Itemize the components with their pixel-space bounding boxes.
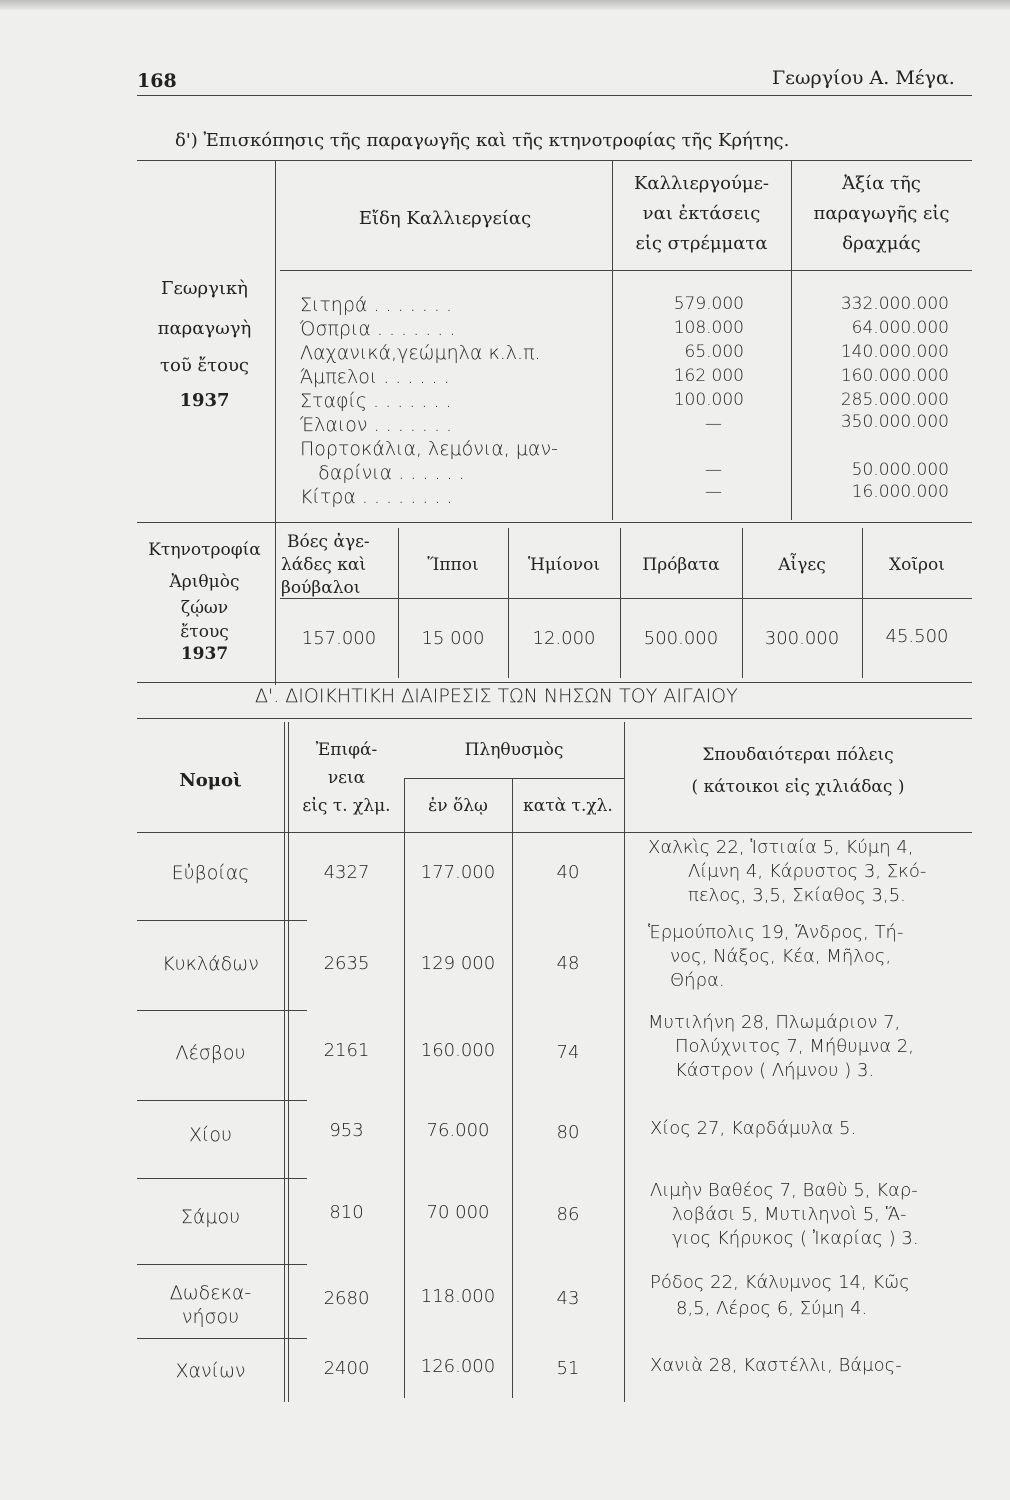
livestock-divider — [398, 528, 399, 678]
crop-name: Λαχανικά,γεώμηλα κ.λ.π. — [300, 342, 541, 364]
towns-line: 8,5, Λέρος 6, Σύμη 4. — [676, 1298, 868, 1319]
aegean-col-divider — [624, 722, 625, 1402]
header-area-2: ναι ἐκτάσεις — [642, 203, 761, 224]
nomos-name: Δωδεκα- — [169, 1282, 252, 1304]
nomos-population: 126.000 — [420, 1356, 496, 1377]
livestock-label-5: 1937 — [180, 644, 229, 664]
header-nomoi: Νομοὶ — [179, 770, 242, 791]
crop-area: 579.000 — [673, 294, 744, 314]
crete-livestock-rule — [137, 522, 972, 523]
crop-name: Σιτηρά . . . . . . . — [300, 294, 452, 316]
crop-area: — — [705, 460, 722, 480]
nomos-area: 2400 — [323, 1358, 370, 1379]
nomos-name: Χανίων — [175, 1360, 246, 1382]
header-value-3: δραχμάς — [842, 233, 921, 254]
crop-name: Άμπελοι . . . . . . — [300, 366, 450, 388]
aegean-header-rule — [137, 832, 972, 833]
livestock-divider — [862, 528, 863, 678]
nomos-density: 74 — [556, 1042, 580, 1063]
livestock-header-cattle-1: Βόες ἀγε- — [287, 532, 370, 552]
row-rule — [137, 1010, 307, 1011]
towns-line: Θήρα. — [670, 970, 725, 991]
crop-area: 162 000 — [673, 366, 744, 386]
nomos-area: 2161 — [323, 1040, 370, 1061]
nomos-area: 2680 — [323, 1288, 370, 1309]
crete-header-rule — [280, 270, 972, 271]
livestock-header-rule — [280, 598, 972, 599]
aegean-table-top-rule — [137, 718, 972, 719]
livestock-header-cattle-3: βούβαλοι — [281, 578, 361, 598]
nomos-name: Χίου — [189, 1124, 232, 1146]
row-rule — [137, 1100, 307, 1101]
header-area-a: Ἐπιφά- — [315, 740, 378, 760]
page-number: 168 — [137, 70, 177, 92]
header-value-2: παραγωγῆς εἰς — [813, 203, 950, 224]
livestock-value-mules: 12.000 — [532, 628, 596, 649]
row-rule — [137, 1264, 307, 1265]
crete-table-top-rule — [137, 160, 972, 161]
crop-area: — — [705, 482, 722, 502]
row-rule — [137, 1338, 307, 1339]
towns-line: Λιμὴν Βαθέος 7, Βαθὺ 5, Καρ- — [650, 1180, 918, 1201]
crop-name: Κίτρα . . . . . . . . — [300, 486, 453, 508]
nomos-name: Σάμου — [180, 1206, 241, 1228]
nomos-population: 118.000 — [420, 1286, 496, 1307]
livestock-label-1: Κτηνοτροφία — [148, 540, 261, 560]
header-towns: Σπουδαιότεραι πόλεις — [702, 745, 894, 765]
towns-line: Ἑρμούπολις 19, Ἄνδρος, Τή- — [648, 922, 904, 943]
agri-label-3: τοῦ ἔτους — [160, 355, 249, 376]
towns-line: Χανιὰ 28, Καστέλλι, Βάμος- — [650, 1355, 902, 1376]
livestock-divider — [742, 528, 743, 678]
crop-name: Σταφίς . . . . . . . — [300, 390, 452, 412]
livestock-value-pigs: 45.500 — [885, 626, 949, 647]
agri-label-2: παραγωγὴ — [157, 318, 252, 339]
header-rule — [137, 95, 972, 96]
crop-area: — — [705, 414, 722, 434]
crop-name: δαρίνια . . . . . . — [300, 462, 465, 484]
crop-value: 50.000.000 — [851, 460, 949, 480]
nomos-density: 43 — [556, 1288, 580, 1309]
nomos-density: 40 — [556, 862, 580, 883]
nomos-density: 48 — [556, 953, 580, 974]
crop-value: 140.000.000 — [840, 342, 949, 362]
crop-value: 285.000.000 — [840, 390, 949, 410]
livestock-label-2: Ἀριθμὸς — [169, 572, 240, 592]
header-area-b: νεια — [327, 768, 366, 788]
header-area-c: εἰς τ. χλμ. — [302, 796, 391, 816]
nomos-population: 177.000 — [420, 862, 496, 883]
crop-name: Όσπρια . . . . . . . — [300, 318, 456, 340]
nomos-area: 953 — [329, 1120, 364, 1141]
nomos-area: 2635 — [323, 953, 370, 974]
livestock-value-horses: 15 000 — [421, 628, 485, 649]
towns-line: Πολύχνιτος 7, Μήθυμνα 2, — [675, 1036, 914, 1057]
crop-name: Έλαιον . . . . . . . — [300, 414, 453, 436]
crop-value: 332.000.000 — [840, 294, 949, 314]
towns-line: νος, Νάξος, Κέα, Μῆλος, — [670, 946, 892, 967]
header-total: ἐν ὅλῳ — [428, 796, 488, 816]
agri-label-4: 1937 — [179, 390, 230, 411]
crop-area: 100.000 — [673, 390, 744, 410]
livestock-value-goats: 300.000 — [764, 628, 840, 649]
livestock-header-cattle-2: λάδες καὶ — [281, 555, 366, 575]
crop-value: 350.000.000 — [840, 412, 949, 432]
header-population: Πληθυσμὸς — [464, 740, 564, 760]
towns-line: Μυτιλήνη 28, Πλωμάριον 7, — [648, 1012, 901, 1033]
towns-line: Χίος 27, Καρδάμυλα 5. — [650, 1118, 857, 1139]
towns-line: γιος Κήρυκος ( Ἰκαρίας ) 3. — [672, 1228, 919, 1249]
nomos-population: 129 000 — [420, 953, 496, 974]
towns-line: Χαλκὶς 22, Ἱστιαία 5, Κύμη 4, — [648, 837, 914, 858]
nomos-population: 76.000 — [426, 1120, 490, 1141]
nomos-area: 4327 — [323, 862, 370, 883]
livestock-header-mules: Ἡμίονοι — [527, 555, 601, 575]
towns-line: πελος, 3,5, Σκίαθος 3,5. — [688, 885, 906, 906]
crop-name: Πορτοκάλια, λεμόνια, μαν- — [300, 438, 558, 460]
row-rule — [137, 1178, 307, 1179]
towns-line: Λίμνη 4, Κάρυστος 3, Σκό- — [688, 861, 927, 882]
header-area-3: εἰς στρέμματα — [635, 233, 768, 254]
towns-line: Κάστρον ( Λήμνου ) 3. — [675, 1060, 875, 1081]
nomos-population: 160.000 — [420, 1040, 496, 1061]
crop-value: 160.000.000 — [840, 366, 949, 386]
livestock-header-goats: Αἶγες — [778, 555, 826, 575]
crete-bottom-rule — [137, 682, 972, 683]
agri-label-1: Γεωργικὴ — [161, 278, 248, 299]
crop-value: 64.000.000 — [851, 318, 949, 338]
header-towns-note: ( κάτοικοι εἰς χιλιάδας ) — [691, 777, 905, 797]
nomos-name: Κυκλάδων — [162, 953, 259, 975]
crop-value: 16.000.000 — [851, 482, 949, 502]
livestock-header-horses: Ἵπποι — [427, 555, 479, 575]
livestock-label-3: ζῴων — [180, 598, 229, 618]
nomos-area: 810 — [329, 1202, 364, 1223]
nomos-name: νήσου — [181, 1306, 240, 1328]
livestock-header-sheep: Πρόβατα — [642, 555, 720, 575]
nomos-population: 70 000 — [426, 1202, 490, 1223]
aegean-col-divider — [284, 722, 285, 1402]
aegean-section-title: Δ'. ΔΙΟΙΚΗΤΙΚΗ ΔΙΑΙΡΕΣΙΣ ΤΩΝ ΝΗΣΩΝ ΤΟΥ ΑΙΓΑΙΟΥ — [255, 685, 738, 707]
population-subheader-rule — [404, 778, 624, 779]
livestock-label-4: ἔτους — [180, 622, 229, 642]
row-rule — [137, 920, 307, 921]
towns-line: Ρόδος 22, Κάλυμνος 14, Κῶς — [650, 1272, 910, 1293]
livestock-value-sheep: 500.000 — [643, 628, 719, 649]
header-kinds: Εἴδη Καλλιεργείας — [358, 208, 532, 229]
nomos-density: 80 — [556, 1122, 580, 1143]
towns-line: λοβάσι 5, Μυτιληνοὶ 5, Ἅ- — [672, 1204, 907, 1225]
nomos-name: Εὐβοίας — [171, 862, 250, 884]
header-area-1: Καλλιεργούμε- — [633, 173, 770, 194]
header-value-1: Ἀξία τῆς — [842, 173, 921, 194]
crop-area: 108.000 — [673, 318, 744, 338]
crete-left-divider — [275, 160, 276, 685]
livestock-header-pigs: Χοῖροι — [889, 555, 945, 575]
nomos-density: 51 — [556, 1358, 580, 1379]
nomos-name: Λέσβου — [175, 1042, 246, 1064]
header-per-km: κατὰ τ.χλ. — [523, 796, 613, 816]
running-title: Γεωργίου Α. Μέγα. — [772, 67, 955, 89]
crop-area: 65.000 — [684, 342, 744, 362]
nomos-density: 86 — [556, 1204, 580, 1225]
livestock-divider — [620, 528, 621, 678]
scan-top-edge — [0, 0, 1010, 10]
livestock-value-cattle: 157.000 — [301, 628, 377, 649]
livestock-divider — [508, 528, 509, 678]
crete-section-title: δ') Ἐπισκόπησις τῆς παραγωγῆς καὶ τῆς κτηνοτροφίας τῆς Κρήτης. — [175, 130, 790, 151]
